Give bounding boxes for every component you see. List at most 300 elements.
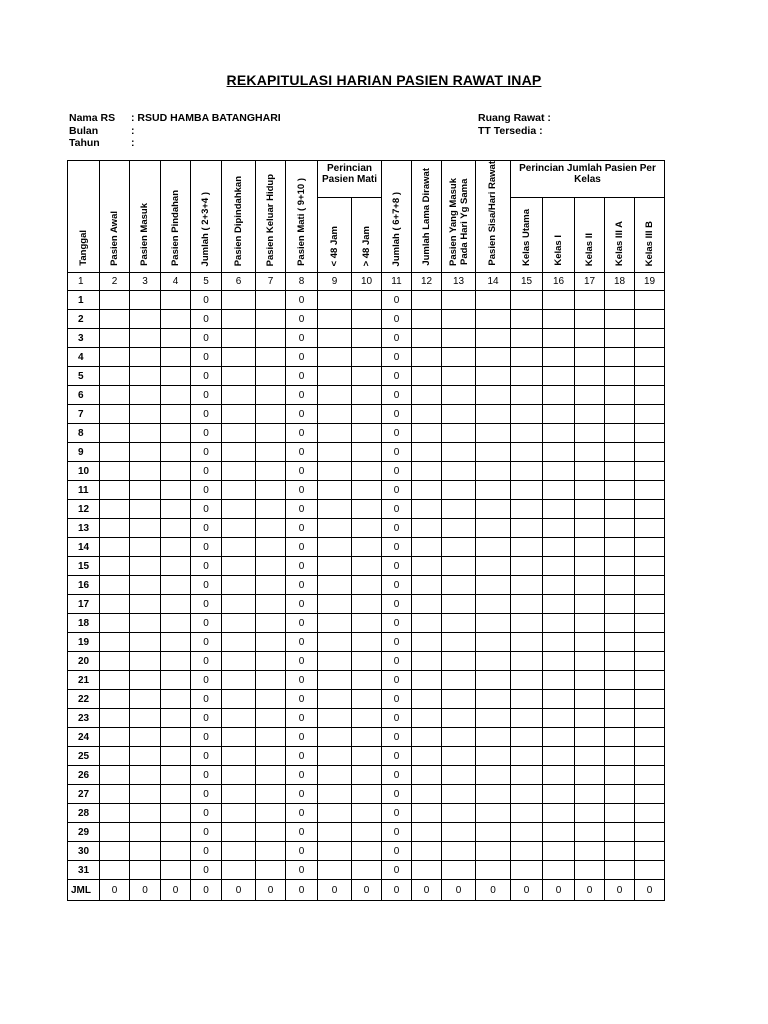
empty-cell[interactable] [511, 367, 543, 386]
empty-cell[interactable] [161, 310, 191, 329]
empty-cell[interactable] [256, 785, 286, 804]
empty-cell[interactable] [130, 804, 161, 823]
empty-cell[interactable] [442, 766, 476, 785]
empty-cell[interactable] [222, 310, 256, 329]
empty-cell[interactable] [352, 823, 382, 842]
empty-cell[interactable] [318, 367, 352, 386]
value-cell[interactable]: 0 [382, 595, 412, 614]
empty-cell[interactable] [100, 443, 130, 462]
empty-cell[interactable] [100, 462, 130, 481]
value-cell[interactable]: 0 [382, 728, 412, 747]
value-cell[interactable]: 0 [191, 348, 222, 367]
empty-cell[interactable] [543, 842, 575, 861]
empty-cell[interactable] [161, 785, 191, 804]
empty-cell[interactable] [605, 519, 635, 538]
empty-cell[interactable] [635, 424, 665, 443]
value-cell[interactable]: 0 [286, 386, 318, 405]
value-cell[interactable]: 0 [286, 424, 318, 443]
empty-cell[interactable] [318, 405, 352, 424]
empty-cell[interactable] [412, 766, 442, 785]
value-cell[interactable]: 0 [382, 823, 412, 842]
empty-cell[interactable] [352, 481, 382, 500]
empty-cell[interactable] [511, 291, 543, 310]
empty-cell[interactable] [352, 671, 382, 690]
empty-cell[interactable] [543, 291, 575, 310]
empty-cell[interactable] [100, 310, 130, 329]
empty-cell[interactable] [318, 633, 352, 652]
value-cell[interactable]: 0 [191, 386, 222, 405]
value-cell[interactable]: 0 [382, 652, 412, 671]
empty-cell[interactable] [476, 519, 511, 538]
value-cell[interactable]: 0 [191, 481, 222, 500]
empty-cell[interactable] [161, 728, 191, 747]
empty-cell[interactable] [412, 405, 442, 424]
empty-cell[interactable] [318, 462, 352, 481]
empty-cell[interactable] [476, 557, 511, 576]
empty-cell[interactable] [635, 386, 665, 405]
empty-cell[interactable] [161, 766, 191, 785]
empty-cell[interactable] [352, 386, 382, 405]
value-cell[interactable]: 0 [382, 747, 412, 766]
value-cell[interactable]: 0 [286, 595, 318, 614]
empty-cell[interactable] [543, 557, 575, 576]
empty-cell[interactable] [442, 405, 476, 424]
empty-cell[interactable] [605, 405, 635, 424]
empty-cell[interactable] [318, 329, 352, 348]
empty-cell[interactable] [318, 576, 352, 595]
empty-cell[interactable] [511, 861, 543, 880]
empty-cell[interactable] [130, 405, 161, 424]
empty-cell[interactable] [318, 443, 352, 462]
empty-cell[interactable] [476, 329, 511, 348]
empty-cell[interactable] [543, 747, 575, 766]
empty-cell[interactable] [222, 861, 256, 880]
empty-cell[interactable] [100, 557, 130, 576]
empty-cell[interactable] [575, 804, 605, 823]
empty-cell[interactable] [100, 367, 130, 386]
empty-cell[interactable] [476, 538, 511, 557]
empty-cell[interactable] [352, 652, 382, 671]
empty-cell[interactable] [352, 785, 382, 804]
empty-cell[interactable] [511, 405, 543, 424]
empty-cell[interactable] [635, 291, 665, 310]
empty-cell[interactable] [605, 557, 635, 576]
empty-cell[interactable] [352, 348, 382, 367]
empty-cell[interactable] [318, 766, 352, 785]
empty-cell[interactable] [605, 823, 635, 842]
value-cell[interactable]: 0 [382, 386, 412, 405]
empty-cell[interactable] [100, 823, 130, 842]
empty-cell[interactable] [511, 310, 543, 329]
value-cell[interactable]: 0 [382, 671, 412, 690]
empty-cell[interactable] [352, 424, 382, 443]
empty-cell[interactable] [256, 462, 286, 481]
empty-cell[interactable] [476, 348, 511, 367]
empty-cell[interactable] [543, 766, 575, 785]
empty-cell[interactable] [543, 443, 575, 462]
value-cell[interactable]: 0 [382, 367, 412, 386]
empty-cell[interactable] [605, 462, 635, 481]
empty-cell[interactable] [352, 462, 382, 481]
empty-cell[interactable] [130, 690, 161, 709]
empty-cell[interactable] [442, 424, 476, 443]
empty-cell[interactable] [318, 804, 352, 823]
empty-cell[interactable] [222, 804, 256, 823]
empty-cell[interactable] [575, 671, 605, 690]
value-cell[interactable]: 0 [191, 690, 222, 709]
empty-cell[interactable] [476, 595, 511, 614]
empty-cell[interactable] [318, 671, 352, 690]
value-cell[interactable]: 0 [382, 557, 412, 576]
value-cell[interactable]: 0 [191, 310, 222, 329]
empty-cell[interactable] [605, 633, 635, 652]
empty-cell[interactable] [352, 614, 382, 633]
value-cell[interactable]: 0 [191, 652, 222, 671]
empty-cell[interactable] [635, 747, 665, 766]
empty-cell[interactable] [161, 538, 191, 557]
empty-cell[interactable] [635, 652, 665, 671]
empty-cell[interactable] [100, 481, 130, 500]
empty-cell[interactable] [130, 576, 161, 595]
empty-cell[interactable] [575, 595, 605, 614]
empty-cell[interactable] [100, 500, 130, 519]
value-cell[interactable]: 0 [191, 462, 222, 481]
empty-cell[interactable] [442, 633, 476, 652]
empty-cell[interactable] [511, 481, 543, 500]
empty-cell[interactable] [130, 329, 161, 348]
value-cell[interactable]: 0 [286, 709, 318, 728]
value-cell[interactable]: 0 [286, 823, 318, 842]
value-cell[interactable]: 0 [191, 576, 222, 595]
empty-cell[interactable] [575, 348, 605, 367]
empty-cell[interactable] [130, 861, 161, 880]
empty-cell[interactable] [575, 861, 605, 880]
empty-cell[interactable] [256, 804, 286, 823]
empty-cell[interactable] [100, 728, 130, 747]
empty-cell[interactable] [412, 500, 442, 519]
empty-cell[interactable] [412, 576, 442, 595]
value-cell[interactable]: 0 [286, 405, 318, 424]
empty-cell[interactable] [412, 538, 442, 557]
empty-cell[interactable] [100, 519, 130, 538]
empty-cell[interactable] [511, 576, 543, 595]
empty-cell[interactable] [575, 614, 605, 633]
empty-cell[interactable] [222, 481, 256, 500]
empty-cell[interactable] [412, 842, 442, 861]
empty-cell[interactable] [476, 690, 511, 709]
empty-cell[interactable] [635, 861, 665, 880]
empty-cell[interactable] [161, 861, 191, 880]
empty-cell[interactable] [543, 386, 575, 405]
empty-cell[interactable] [100, 652, 130, 671]
empty-cell[interactable] [161, 386, 191, 405]
empty-cell[interactable] [635, 595, 665, 614]
empty-cell[interactable] [130, 766, 161, 785]
value-cell[interactable]: 0 [286, 766, 318, 785]
empty-cell[interactable] [575, 310, 605, 329]
empty-cell[interactable] [161, 595, 191, 614]
empty-cell[interactable] [130, 291, 161, 310]
empty-cell[interactable] [161, 576, 191, 595]
empty-cell[interactable] [605, 766, 635, 785]
empty-cell[interactable] [161, 424, 191, 443]
empty-cell[interactable] [412, 652, 442, 671]
empty-cell[interactable] [412, 671, 442, 690]
empty-cell[interactable] [100, 633, 130, 652]
empty-cell[interactable] [575, 386, 605, 405]
empty-cell[interactable] [543, 728, 575, 747]
value-cell[interactable]: 0 [191, 804, 222, 823]
empty-cell[interactable] [511, 443, 543, 462]
empty-cell[interactable] [222, 842, 256, 861]
empty-cell[interactable] [318, 690, 352, 709]
empty-cell[interactable] [256, 500, 286, 519]
empty-cell[interactable] [442, 842, 476, 861]
empty-cell[interactable] [442, 823, 476, 842]
empty-cell[interactable] [575, 367, 605, 386]
empty-cell[interactable] [412, 633, 442, 652]
empty-cell[interactable] [511, 519, 543, 538]
value-cell[interactable]: 0 [286, 747, 318, 766]
empty-cell[interactable] [256, 348, 286, 367]
empty-cell[interactable] [635, 329, 665, 348]
empty-cell[interactable] [605, 842, 635, 861]
empty-cell[interactable] [442, 386, 476, 405]
empty-cell[interactable] [442, 310, 476, 329]
empty-cell[interactable] [256, 652, 286, 671]
empty-cell[interactable] [161, 633, 191, 652]
empty-cell[interactable] [476, 291, 511, 310]
empty-cell[interactable] [635, 367, 665, 386]
empty-cell[interactable] [256, 424, 286, 443]
empty-cell[interactable] [130, 500, 161, 519]
empty-cell[interactable] [575, 329, 605, 348]
empty-cell[interactable] [476, 367, 511, 386]
empty-cell[interactable] [352, 690, 382, 709]
empty-cell[interactable] [476, 405, 511, 424]
empty-cell[interactable] [605, 785, 635, 804]
empty-cell[interactable] [222, 500, 256, 519]
empty-cell[interactable] [476, 728, 511, 747]
value-cell[interactable]: 0 [191, 538, 222, 557]
empty-cell[interactable] [476, 386, 511, 405]
value-cell[interactable]: 0 [191, 291, 222, 310]
empty-cell[interactable] [635, 443, 665, 462]
empty-cell[interactable] [256, 766, 286, 785]
empty-cell[interactable] [130, 709, 161, 728]
empty-cell[interactable] [352, 291, 382, 310]
empty-cell[interactable] [161, 709, 191, 728]
empty-cell[interactable] [605, 709, 635, 728]
empty-cell[interactable] [412, 443, 442, 462]
empty-cell[interactable] [256, 633, 286, 652]
empty-cell[interactable] [161, 842, 191, 861]
empty-cell[interactable] [412, 785, 442, 804]
empty-cell[interactable] [222, 348, 256, 367]
empty-cell[interactable] [318, 785, 352, 804]
empty-cell[interactable] [256, 842, 286, 861]
empty-cell[interactable] [442, 595, 476, 614]
empty-cell[interactable] [511, 462, 543, 481]
empty-cell[interactable] [318, 386, 352, 405]
empty-cell[interactable] [256, 671, 286, 690]
empty-cell[interactable] [222, 557, 256, 576]
empty-cell[interactable] [543, 348, 575, 367]
empty-cell[interactable] [161, 500, 191, 519]
empty-cell[interactable] [412, 291, 442, 310]
empty-cell[interactable] [605, 310, 635, 329]
empty-cell[interactable] [222, 424, 256, 443]
empty-cell[interactable] [511, 690, 543, 709]
value-cell[interactable]: 0 [286, 690, 318, 709]
empty-cell[interactable] [605, 690, 635, 709]
empty-cell[interactable] [442, 519, 476, 538]
empty-cell[interactable] [318, 652, 352, 671]
empty-cell[interactable] [256, 557, 286, 576]
empty-cell[interactable] [161, 614, 191, 633]
empty-cell[interactable] [130, 519, 161, 538]
empty-cell[interactable] [575, 405, 605, 424]
empty-cell[interactable] [412, 481, 442, 500]
empty-cell[interactable] [543, 633, 575, 652]
empty-cell[interactable] [222, 405, 256, 424]
empty-cell[interactable] [476, 804, 511, 823]
empty-cell[interactable] [161, 671, 191, 690]
empty-cell[interactable] [318, 481, 352, 500]
empty-cell[interactable] [100, 804, 130, 823]
empty-cell[interactable] [476, 709, 511, 728]
empty-cell[interactable] [318, 348, 352, 367]
empty-cell[interactable] [543, 462, 575, 481]
empty-cell[interactable] [161, 557, 191, 576]
empty-cell[interactable] [256, 405, 286, 424]
empty-cell[interactable] [412, 747, 442, 766]
empty-cell[interactable] [352, 747, 382, 766]
empty-cell[interactable] [412, 519, 442, 538]
empty-cell[interactable] [635, 519, 665, 538]
empty-cell[interactable] [318, 728, 352, 747]
empty-cell[interactable] [100, 690, 130, 709]
empty-cell[interactable] [635, 633, 665, 652]
empty-cell[interactable] [256, 519, 286, 538]
empty-cell[interactable] [130, 367, 161, 386]
empty-cell[interactable] [256, 861, 286, 880]
empty-cell[interactable] [412, 329, 442, 348]
empty-cell[interactable] [318, 747, 352, 766]
empty-cell[interactable] [222, 728, 256, 747]
empty-cell[interactable] [100, 538, 130, 557]
empty-cell[interactable] [412, 861, 442, 880]
empty-cell[interactable] [222, 291, 256, 310]
value-cell[interactable]: 0 [191, 614, 222, 633]
empty-cell[interactable] [130, 652, 161, 671]
empty-cell[interactable] [635, 538, 665, 557]
empty-cell[interactable] [543, 310, 575, 329]
empty-cell[interactable] [635, 500, 665, 519]
value-cell[interactable]: 0 [286, 614, 318, 633]
empty-cell[interactable] [442, 500, 476, 519]
empty-cell[interactable] [222, 367, 256, 386]
empty-cell[interactable] [543, 804, 575, 823]
empty-cell[interactable] [100, 386, 130, 405]
empty-cell[interactable] [543, 861, 575, 880]
empty-cell[interactable] [412, 557, 442, 576]
empty-cell[interactable] [100, 595, 130, 614]
empty-cell[interactable] [100, 766, 130, 785]
empty-cell[interactable] [575, 500, 605, 519]
empty-cell[interactable] [442, 462, 476, 481]
value-cell[interactable]: 0 [382, 633, 412, 652]
empty-cell[interactable] [222, 595, 256, 614]
empty-cell[interactable] [442, 443, 476, 462]
empty-cell[interactable] [130, 747, 161, 766]
empty-cell[interactable] [256, 291, 286, 310]
empty-cell[interactable] [352, 519, 382, 538]
empty-cell[interactable] [256, 709, 286, 728]
empty-cell[interactable] [130, 310, 161, 329]
value-cell[interactable]: 0 [191, 842, 222, 861]
empty-cell[interactable] [605, 671, 635, 690]
empty-cell[interactable] [256, 386, 286, 405]
value-cell[interactable]: 0 [286, 348, 318, 367]
empty-cell[interactable] [442, 652, 476, 671]
value-cell[interactable]: 0 [382, 690, 412, 709]
value-cell[interactable]: 0 [286, 785, 318, 804]
empty-cell[interactable] [100, 842, 130, 861]
empty-cell[interactable] [222, 747, 256, 766]
value-cell[interactable]: 0 [191, 671, 222, 690]
empty-cell[interactable] [635, 462, 665, 481]
value-cell[interactable]: 0 [191, 747, 222, 766]
empty-cell[interactable] [161, 443, 191, 462]
empty-cell[interactable] [635, 614, 665, 633]
empty-cell[interactable] [605, 443, 635, 462]
empty-cell[interactable] [130, 728, 161, 747]
empty-cell[interactable] [352, 728, 382, 747]
empty-cell[interactable] [442, 291, 476, 310]
empty-cell[interactable] [476, 671, 511, 690]
value-cell[interactable]: 0 [191, 595, 222, 614]
empty-cell[interactable] [543, 671, 575, 690]
empty-cell[interactable] [605, 747, 635, 766]
value-cell[interactable]: 0 [286, 367, 318, 386]
empty-cell[interactable] [222, 329, 256, 348]
value-cell[interactable]: 0 [191, 500, 222, 519]
empty-cell[interactable] [352, 709, 382, 728]
empty-cell[interactable] [412, 614, 442, 633]
empty-cell[interactable] [100, 348, 130, 367]
empty-cell[interactable] [100, 614, 130, 633]
value-cell[interactable]: 0 [382, 766, 412, 785]
empty-cell[interactable] [575, 424, 605, 443]
value-cell[interactable]: 0 [286, 576, 318, 595]
empty-cell[interactable] [256, 728, 286, 747]
value-cell[interactable]: 0 [382, 519, 412, 538]
empty-cell[interactable] [605, 614, 635, 633]
empty-cell[interactable] [476, 424, 511, 443]
empty-cell[interactable] [442, 690, 476, 709]
empty-cell[interactable] [161, 690, 191, 709]
empty-cell[interactable] [442, 329, 476, 348]
empty-cell[interactable] [605, 386, 635, 405]
value-cell[interactable]: 0 [191, 633, 222, 652]
empty-cell[interactable] [222, 519, 256, 538]
empty-cell[interactable] [130, 424, 161, 443]
empty-cell[interactable] [100, 576, 130, 595]
empty-cell[interactable] [318, 861, 352, 880]
empty-cell[interactable] [605, 538, 635, 557]
empty-cell[interactable] [543, 785, 575, 804]
